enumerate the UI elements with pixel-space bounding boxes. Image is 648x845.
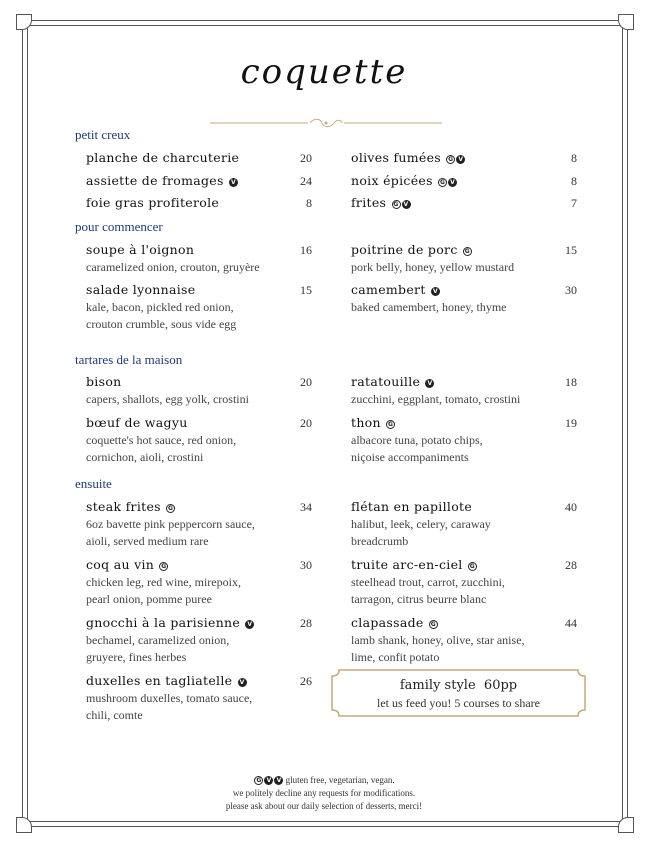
section-heading: petit creux xyxy=(75,127,131,142)
menu-item xyxy=(86,557,312,608)
menu-item xyxy=(351,557,577,608)
item-description: chicken leg, red wine, mirepoix, pearl onion, pomme puree xyxy=(86,575,241,606)
family-style-note: let us feed you! 5 courses to share xyxy=(377,696,540,710)
item-price: 8 xyxy=(571,151,577,165)
vegan-icon: V xyxy=(402,200,411,209)
item-name: planche de charcuterie xyxy=(86,150,240,165)
item-price: 7 xyxy=(571,196,577,210)
menu-item xyxy=(86,195,312,211)
menu-item xyxy=(86,374,312,408)
menu-item xyxy=(351,374,577,408)
item-price: 28 xyxy=(300,616,312,630)
item-price: 40 xyxy=(565,500,577,514)
gluten-free-icon: G xyxy=(448,156,454,163)
menu-item xyxy=(86,673,312,724)
item-price: 20 xyxy=(300,375,312,389)
dietary-legend: G V V gluten free, vegetarian, vegan. xyxy=(0,774,648,787)
item-name: clapassade xyxy=(351,615,424,630)
item-name: duxelles en tagliatelle xyxy=(86,673,233,688)
item-description: 6oz bavette pink peppercorn sauce, aioli, served medium rare xyxy=(86,517,255,548)
item-name: salade lyonnaise xyxy=(86,282,196,297)
menu-item xyxy=(351,150,577,166)
item-name: coq au vin xyxy=(86,557,155,572)
vegetarian-icon: V xyxy=(431,287,440,296)
item-name: soupe à l'oignon xyxy=(86,242,195,257)
item-name: ratatouille xyxy=(351,374,421,389)
item-name: flétan en papillote xyxy=(351,499,473,514)
item-price: 34 xyxy=(300,500,312,514)
family-style-price: 60pp xyxy=(483,678,518,693)
menu-item xyxy=(351,615,577,666)
gluten-free-icon: G xyxy=(393,201,399,208)
family-style-title: family style 60pp xyxy=(399,678,518,693)
item-price: 15 xyxy=(300,283,312,297)
item-price: 19 xyxy=(565,416,577,430)
item-name: poitrine de porc xyxy=(351,242,458,257)
item-name: olives fumées xyxy=(351,150,442,165)
item-name: bœuf de wagyu xyxy=(86,415,188,430)
item-description: pork belly, honey, yellow mustard xyxy=(351,260,515,274)
item-price: 15 xyxy=(565,243,577,257)
vegetarian-icon: V xyxy=(245,620,254,629)
vegetarian-icon: V xyxy=(238,678,247,687)
item-description: halibut, leek, celery, caraway breadcrumb xyxy=(351,517,491,548)
item-description: coquette's hot sauce, red onion, cornichon, aioli, crostini xyxy=(86,433,237,464)
gluten-free-icon: G xyxy=(469,563,475,570)
flourish-divider xyxy=(210,117,442,129)
item-name: gnocchi à la parisienne xyxy=(86,615,241,630)
item-description: caramelized onion, crouton, gruyère xyxy=(86,260,260,274)
menu-item xyxy=(351,499,577,550)
menu-item xyxy=(351,282,577,316)
menu-item xyxy=(351,242,577,276)
item-description: steelhead trout, carrot, zucchini, tarragon, citrus beurre blanc xyxy=(351,575,505,606)
item-name: bison xyxy=(86,374,122,389)
item-price: 16 xyxy=(300,243,312,257)
section-heading: tartares de la maison xyxy=(75,352,183,367)
menu-item xyxy=(86,173,312,189)
menu-item xyxy=(86,282,312,333)
item-price: 8 xyxy=(571,174,577,188)
item-name: noix épicées xyxy=(351,173,433,188)
item-price: 24 xyxy=(300,174,312,188)
menu-item xyxy=(86,242,312,276)
item-name: truite arc-en-ciel xyxy=(351,557,463,572)
item-name: camembert xyxy=(351,282,426,297)
family-style-box xyxy=(331,669,586,717)
gluten-free-icon: G xyxy=(439,179,446,186)
modifications-note: we politely decline any requests for modifications. xyxy=(232,788,416,798)
item-name: steak frites xyxy=(86,499,161,514)
menu-item xyxy=(86,150,312,166)
item-description: mushroom duxelles, tomato sauce, chili, comte xyxy=(86,691,253,722)
restaurant-title: coquette xyxy=(240,52,408,92)
item-description: albacore tuna, potato chips, niçoise accompaniments xyxy=(351,433,483,464)
menu-item xyxy=(351,415,577,466)
item-price: 30 xyxy=(300,558,312,572)
item-name: foie gras profiterole xyxy=(86,195,220,210)
item-description: lamb shank, honey, olive, star anise, lime, confit potato xyxy=(351,633,525,664)
item-price: 8 xyxy=(306,196,312,210)
item-price: 18 xyxy=(565,375,577,389)
menu-item xyxy=(351,173,577,189)
item-description: baked camembert, honey, thyme xyxy=(351,300,507,314)
item-price: 20 xyxy=(300,151,312,165)
item-price: 30 xyxy=(565,283,577,297)
gluten-free-icon: G xyxy=(388,421,394,428)
menu-item xyxy=(351,195,577,211)
item-price: 44 xyxy=(565,616,577,630)
menu-item xyxy=(86,499,312,550)
item-description: zucchini, eggplant, tomato, crostini xyxy=(351,392,521,406)
vegetarian-icon: V xyxy=(264,776,273,785)
item-name: frites xyxy=(351,195,387,210)
vegan-icon: V xyxy=(274,776,283,785)
menu-item xyxy=(86,415,312,466)
item-price: 28 xyxy=(565,558,577,572)
vegan-icon: V xyxy=(425,379,434,388)
gluten-free-icon: G xyxy=(254,776,263,785)
item-description: kale, bacon, pickled red onion, crouton crumble, sous vide egg xyxy=(86,300,237,331)
desserts-note: please ask about our daily selection of desserts, merci! xyxy=(225,801,423,811)
footer-notes xyxy=(0,774,648,813)
gluten-free-icon: G xyxy=(430,621,436,628)
item-name: assiette de fromages xyxy=(86,173,224,188)
item-description: capers, shallots, egg yolk, crostini xyxy=(86,392,249,406)
vegan-icon: V xyxy=(456,155,465,164)
frame-corner xyxy=(618,817,634,833)
menu-item xyxy=(86,615,312,666)
item-description: bechamel, caramelized onion, gruyere, fines herbes xyxy=(86,633,230,664)
item-price: 26 xyxy=(300,674,312,688)
item-name: thon xyxy=(351,415,381,430)
gluten-free-icon: G xyxy=(161,563,167,570)
section-heading: pour commencer xyxy=(75,219,163,234)
item-price: 20 xyxy=(300,416,312,430)
section-heading: ensuite xyxy=(75,476,112,491)
gluten-free-icon: G xyxy=(168,505,174,512)
gluten-free-icon: G xyxy=(464,248,471,255)
vegan-icon: V xyxy=(448,178,457,187)
vegetarian-icon: V xyxy=(229,178,238,187)
